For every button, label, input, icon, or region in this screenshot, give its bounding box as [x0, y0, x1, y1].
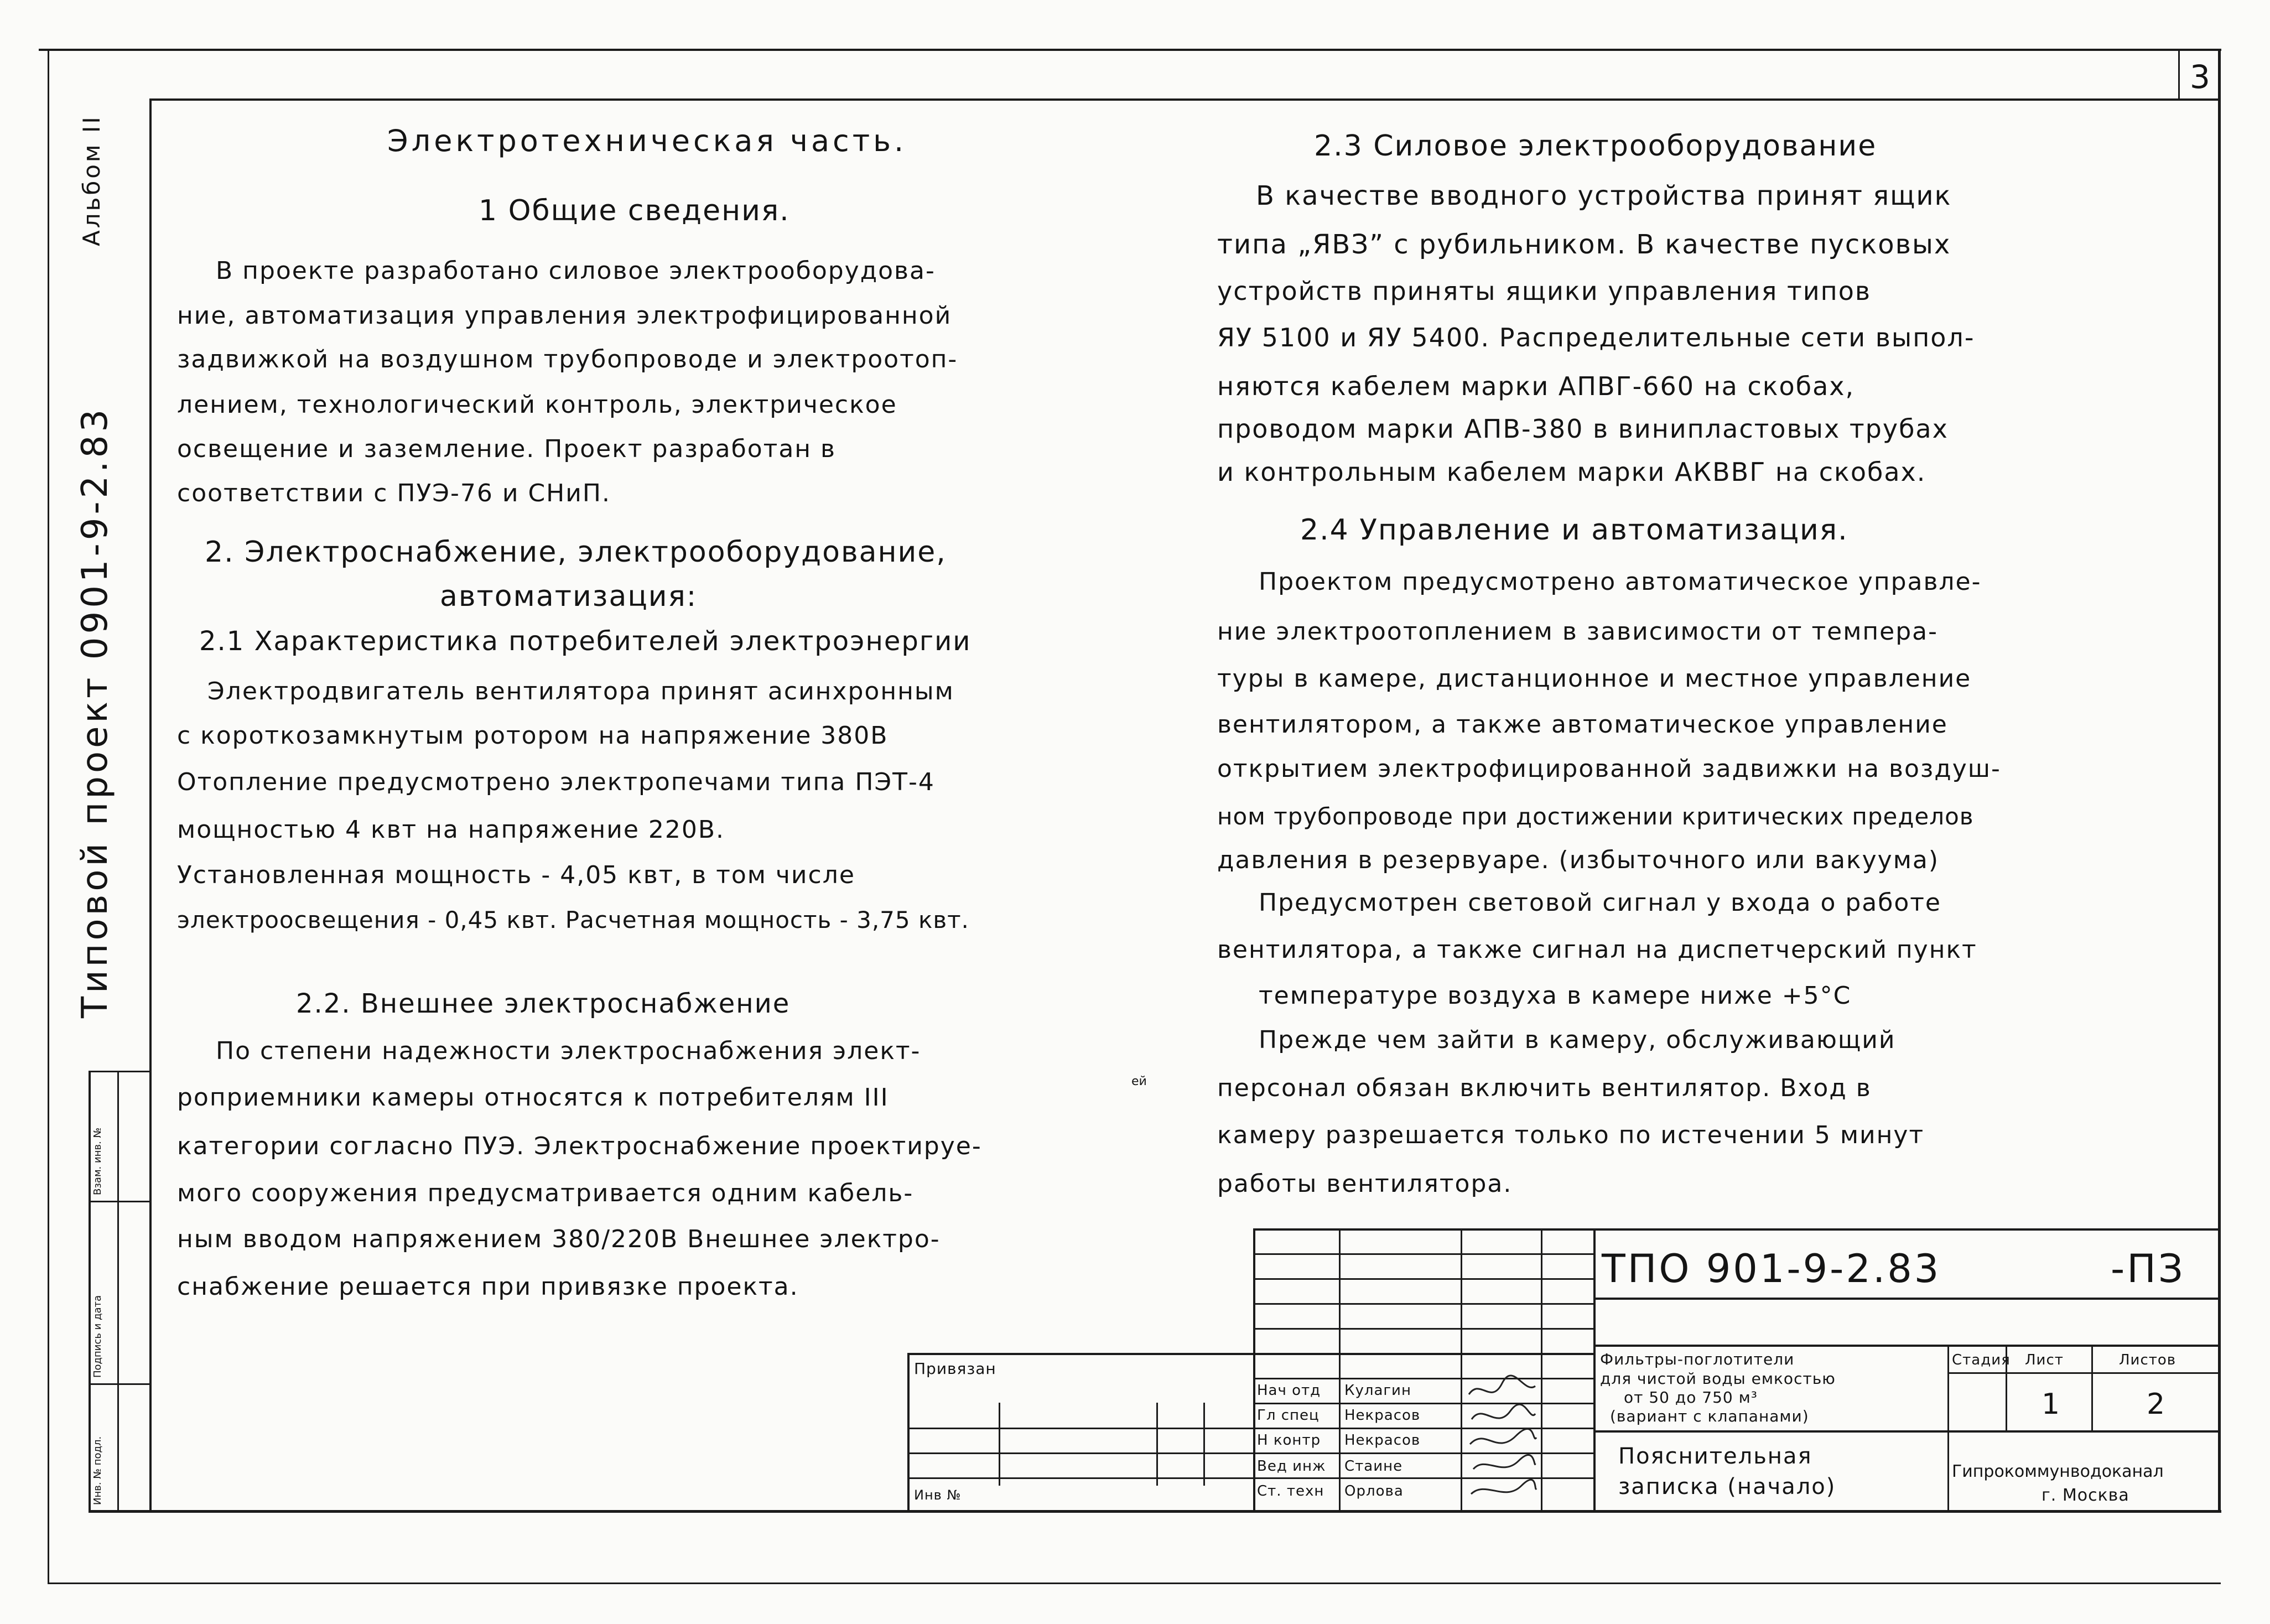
- section21-heading: 2.1 Характеристика потребителей электроэнергии: [199, 626, 972, 657]
- tb-stage-header: Стадия: [1952, 1352, 2011, 1368]
- s1-line-5: освещение и заземление. Проект разработан в: [177, 435, 836, 463]
- section24-heading: 2.4 Управление и автоматизация.: [1300, 513, 1848, 547]
- sheet-left-edge: [48, 51, 49, 1584]
- tb-row-4: [1253, 1328, 1593, 1330]
- margin-box-label-inv: Инв. № подл.: [92, 1436, 103, 1505]
- margin-box-label-replace: Взам. инв. №: [92, 1127, 103, 1195]
- tb-main-row-1: [1593, 1298, 2219, 1300]
- tb-staff-name-3: Некрасов: [1344, 1432, 1421, 1449]
- s21-line-2: с короткозамкнутым ротором на напряжение 380В: [177, 722, 889, 750]
- tb-staff-role-3: Н контр: [1257, 1432, 1321, 1449]
- tb-staff-role-5: Ст. техн: [1257, 1483, 1324, 1500]
- section23-heading: 2.3 Силовое электрооборудование: [1314, 129, 1877, 163]
- s24-line-3: туры в камере, дистанционное и местное управление: [1217, 665, 1972, 693]
- tb-privyazan: Привязан: [914, 1360, 996, 1378]
- frame-left-line: [149, 98, 152, 1512]
- tb-main-row-3: [1593, 1430, 2219, 1433]
- s22-superscript: ей: [1131, 1075, 1147, 1088]
- sheet-bottom-edge: [48, 1583, 2221, 1584]
- tb-doc-title-2: записка (начало): [1618, 1474, 1836, 1500]
- s23-line-5: няются кабелем марки АПВГ-660 на скобах,: [1217, 371, 1855, 401]
- s23-line-6: проводом марки АПВ-380 в винипластовых трубах: [1217, 414, 1949, 444]
- s21-line-6: электроосвещения - 0,45 квт. Расчетная мощность - 3,75 квт.: [177, 906, 969, 933]
- main-title: Электротехническая часть.: [387, 123, 907, 158]
- tb-row-2: [1253, 1278, 1593, 1280]
- tb-row-5: [907, 1353, 1593, 1355]
- s24-line-12: персонал обязан включить вентилятор. Вход в: [1217, 1074, 1872, 1102]
- page-number-box-left: [2178, 50, 2180, 100]
- s1-line-2: ние, автоматизация управления электрофицированной: [177, 302, 952, 330]
- tb-staff-role-2: Гл спец: [1257, 1407, 1320, 1424]
- s22-line-5: ным вводом напряжением 380/220В Внешнее электро-: [177, 1225, 941, 1253]
- tb-col-2: [1339, 1228, 1341, 1512]
- s23-line-7: и контрольным кабелем марки АКВВГ на скобах.: [1217, 457, 1926, 487]
- frame-bottom-line: [89, 1510, 2221, 1513]
- tb-staff-name-2: Некрасов: [1344, 1407, 1421, 1424]
- tb-priv-col: [999, 1403, 1000, 1486]
- tb-staff-name-4: Стаине: [1344, 1458, 1403, 1475]
- tb-col-3: [1461, 1228, 1462, 1512]
- project-label: Типовой проект 0901-9-2.83: [75, 406, 116, 1018]
- section2-heading-2: автоматизация:: [440, 580, 698, 613]
- s24-line-8: Предусмотрен световой сигнал у входа о работе: [1259, 889, 1941, 917]
- tb-row-3: [1253, 1303, 1593, 1305]
- tb-top: [1253, 1228, 2219, 1231]
- tb-priv-left: [907, 1353, 910, 1512]
- tb-priv-col-2: [1156, 1403, 1158, 1486]
- tb-sheets-value: 2: [2147, 1388, 2167, 1421]
- tb-info-col-3: [2091, 1345, 2093, 1430]
- tb-staff-name-1: Кулагин: [1344, 1382, 1411, 1399]
- tb-row-1: [1253, 1253, 1593, 1255]
- s23-line-3: устройств приняты ящики управления типов: [1217, 276, 1872, 306]
- s21-line-5: Установленная мощность - 4,05 квт, в том числе: [177, 861, 855, 889]
- s21-line-3: Отопление предусмотрено электропечами типа ПЭТ-4: [177, 768, 935, 796]
- section2-heading-1: 2. Электроснабжение, электрооборудование,: [205, 536, 947, 569]
- margin-box-left: [89, 1071, 91, 1512]
- album-label: Альбом II: [78, 115, 105, 246]
- margin-box-mid: [117, 1071, 119, 1512]
- s24-line-2: ние электроотоплением в зависимости от темпера-: [1217, 618, 1939, 646]
- tb-info-row: [1947, 1372, 2219, 1374]
- s24-line-1: Проектом предусмотрено автоматическое управле-: [1259, 568, 1982, 596]
- s1-line-1: В проекте разработано силовое электрооборудова-: [216, 257, 936, 285]
- s1-line-6: соответствии с ПУЭ-76 и СНиП.: [177, 479, 611, 507]
- s22-line-6: снабжение решается при привязке проекта.: [177, 1273, 799, 1301]
- margin-box-div-2: [89, 1383, 150, 1385]
- tb-sheet-value: 1: [2042, 1388, 2061, 1421]
- s22-line-4: мого сооружения предусматривается одним кабель-: [177, 1179, 914, 1207]
- tb-title-line-1: Фильтры-поглотители: [1600, 1350, 1795, 1368]
- s23-line-4: ЯУ 5100 и ЯУ 5400. Распределительные сети выпол-: [1217, 323, 1975, 352]
- s23-line-2: типа „ЯВЗ” с рубильником. В качестве пусковых: [1217, 229, 1951, 260]
- tb-left: [1253, 1228, 1255, 1512]
- s24-line-9: вентилятора, а также сигнал на диспетчерский пункт: [1217, 936, 1977, 964]
- s24-line-13: камеру разрешается только по истечении 5 минут: [1217, 1121, 1925, 1149]
- tb-sheet-header: Лист: [2025, 1352, 2064, 1368]
- tb-org-line-1: Гипрокоммунводоканал: [1952, 1462, 2164, 1481]
- s24-line-4: вентилятором, а также автоматическое управление: [1217, 710, 1948, 739]
- tb-title-line-2: для чистой воды емкостью: [1600, 1369, 1836, 1388]
- tb-doc-title-1: Пояснительная: [1618, 1444, 1812, 1469]
- tb-col-4: [1541, 1228, 1542, 1512]
- s24-line-11: Прежде чем зайти в камеру, обслуживающий: [1259, 1026, 1896, 1054]
- tb-staff-name-5: Орлова: [1344, 1483, 1404, 1500]
- s24-line-7: давления в резервуаре. (избыточного или вакуума): [1217, 846, 1940, 874]
- s22-line-2: роприемники камеры относятся к потребителям III: [177, 1083, 889, 1112]
- tb-row-6: [1253, 1378, 1593, 1379]
- tb-sheets-header: Листов: [2119, 1352, 2177, 1368]
- tb-row-7: [1253, 1403, 1593, 1404]
- tb-doc-suffix: -ПЗ: [2111, 1246, 2185, 1291]
- margin-box-top: [89, 1071, 150, 1072]
- s24-line-5: открытием электрофицированной задвижки на воздуш-: [1217, 755, 2001, 783]
- frame-top-line: [149, 98, 2220, 101]
- tb-main-row-2: [1593, 1345, 2219, 1347]
- tb-doc-code: ТПО 901-9-2.83: [1602, 1246, 1941, 1291]
- tb-staff-role-4: Вед инж: [1257, 1458, 1326, 1475]
- s21-line-4: мощностью 4 квт на напряжение 220В.: [177, 816, 725, 844]
- tb-priv-col-3: [1203, 1403, 1205, 1486]
- frame-right-line: [2218, 49, 2221, 1512]
- page-number: 3: [2190, 58, 2211, 96]
- signature-scribbles: [1463, 1372, 1541, 1511]
- tb-main-left: [1593, 1228, 1596, 1512]
- tb-title-line-3: от 50 до 750 м³: [1624, 1388, 1758, 1407]
- tb-org-line-2: г. Москва: [2042, 1486, 2129, 1505]
- section22-heading: 2.2. Внешнее электроснабжение: [296, 988, 791, 1019]
- s1-line-3: задвижкой на воздушном трубопроводе и электроотоп-: [177, 345, 958, 373]
- section1-heading: 1 Общие сведения.: [479, 194, 790, 227]
- tb-title-line-4: (вариант с клапанами): [1610, 1407, 1809, 1425]
- tb-inv-no: Инв №: [914, 1487, 962, 1503]
- s23-line-1: В качестве вводного устройства принят ящик: [1256, 180, 1952, 211]
- s22-line-1: По степени надежности электроснабжения элект-: [216, 1037, 921, 1065]
- tb-info-col-1: [1947, 1345, 1949, 1512]
- s24-line-14: работы вентилятора.: [1217, 1170, 1513, 1198]
- tb-staff-role-1: Нач отд: [1257, 1382, 1321, 1399]
- margin-box-div-1: [89, 1201, 150, 1202]
- s24-line-6: ном трубопроводе при достижении критических пределов: [1217, 803, 1974, 830]
- margin-box-label-sign: Подпись и дата: [92, 1295, 103, 1378]
- s24-line-10: температуре воздуха в камере ниже +5°С: [1259, 982, 1852, 1010]
- top-border-line: [39, 49, 2221, 51]
- s21-line-1: Электродвигатель вентилятора принят асинхронным: [207, 677, 954, 705]
- s22-line-3: категории согласно ПУЭ. Электроснабжение проектируе-: [177, 1132, 982, 1160]
- s1-line-4: лением, технологический контроль, электрическое: [177, 391, 897, 419]
